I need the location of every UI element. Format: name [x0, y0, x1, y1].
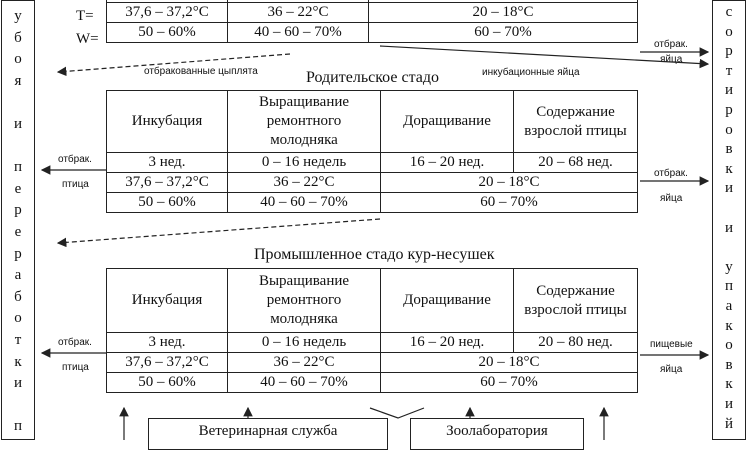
food-eggs-label-b: яйца: [660, 364, 683, 375]
vertical-char: о: [14, 51, 22, 68]
vertical-char: е: [14, 224, 22, 240]
parent-header-growing: Доращивание: [381, 91, 514, 153]
top-temp-incubation: 37,6 – 37,2°C: [107, 3, 228, 23]
vertical-char: и: [724, 219, 734, 236]
vertical-char: о: [725, 121, 733, 138]
vertical-char: т: [725, 62, 733, 79]
parent-duration-incubation: 3 нед.: [107, 153, 228, 173]
parent-temp-rearing: 36 – 22°C: [228, 173, 381, 193]
top-t-label: T=: [76, 8, 94, 24]
culled-bird-label-1a: отбрак.: [58, 154, 92, 165]
vertical-char: а: [14, 267, 22, 284]
layer-duration-rearing: 0 – 16 недель: [228, 333, 381, 353]
layer-duration-growing: 16 – 20 нед.: [381, 333, 514, 353]
parent-header-incubation: Инкубация: [107, 91, 228, 153]
parent-temp-adult: 20 – 18°C: [381, 173, 638, 193]
vertical-char: п: [13, 159, 23, 176]
zoolab-box: Зоолаборатория: [410, 418, 584, 450]
vertical-char: б: [14, 29, 22, 46]
vertical-char: й: [724, 415, 734, 432]
vertical-char: р: [14, 245, 22, 262]
layer-duration-incubation: 3 нед.: [107, 333, 228, 353]
vertical-char: к: [14, 353, 22, 370]
layer-flock-title: Промышленное стадо кур-несушек: [254, 246, 495, 263]
vertical-char: е: [14, 180, 22, 197]
top-temp-adult: 20 – 18°C: [369, 3, 638, 23]
parent-duration-growing: 16 – 20 нед.: [381, 153, 514, 173]
parent-to-layer-arrow: [58, 219, 380, 243]
vertical-char: р: [725, 102, 733, 118]
parent-flock-title: Родительское стадо: [306, 69, 440, 86]
vertical-char: и: [13, 375, 23, 392]
parent-temp-incubation: 37,6 – 37,2°C: [107, 173, 228, 193]
vertical-char: и: [724, 82, 734, 99]
parent-duration-adult: 20 – 68 нед.: [514, 153, 638, 173]
parent-duration-rearing: 0 – 16 недель: [228, 153, 381, 173]
vertical-char: п: [724, 278, 734, 295]
top-temp-rearing: 36 – 22°C: [228, 3, 369, 23]
vertical-char: в: [725, 141, 733, 158]
vertical-char: к: [725, 376, 733, 393]
hatching-eggs-label: инкубационные яйца: [482, 67, 580, 78]
vertical-char: и: [724, 180, 734, 197]
vertical-char: р: [725, 43, 733, 60]
vertical-char: и: [724, 396, 734, 412]
culled-bird-label-2a: отбрак.: [58, 337, 92, 348]
layer-header-growing: Доращивание: [381, 269, 514, 333]
vertical-char: б: [14, 288, 22, 305]
culled-eggs-label-2a: отбрак.: [654, 168, 688, 179]
top-hum-adult: 60 – 70%: [369, 23, 638, 43]
culled-chicks-label: отбракованные цыплята: [144, 66, 258, 77]
layer-hum-adult: 60 – 70%: [381, 373, 638, 393]
layer-hum-rearing: 40 – 60 – 70%: [228, 373, 381, 393]
parent-header-rearing: Выращивание ремонтного молодняка: [228, 91, 381, 153]
vertical-char: о: [725, 337, 733, 354]
vertical-char: р: [14, 202, 22, 219]
culled-bird-label-2b: птица: [62, 362, 89, 373]
culled-eggs-label-2b: яйца: [660, 193, 683, 204]
vertical-char: у: [14, 8, 22, 24]
service-link: [370, 408, 424, 418]
parent-hum-rearing: 40 – 60 – 70%: [228, 193, 381, 213]
top-hum-rearing: 40 – 60 – 70%: [228, 23, 369, 43]
top-w-label: W=: [76, 31, 99, 47]
vertical-char: я: [14, 72, 22, 89]
vertical-char: о: [725, 23, 733, 40]
vertical-char: в: [725, 356, 733, 373]
culled-chicks-arrow: [58, 54, 290, 72]
food-eggs-label-a: пищевые: [650, 339, 693, 350]
parent-hum-incubation: 50 – 60%: [107, 193, 228, 213]
vertical-char: к: [725, 317, 733, 334]
vertical-char: и: [13, 116, 23, 132]
parent-header-adult: Содержание взрослой птицы: [514, 91, 638, 153]
vertical-char: т: [14, 332, 22, 348]
culled-eggs-label-1b: яйца: [660, 54, 683, 65]
vertical-char: у: [725, 258, 733, 275]
vertical-char: п: [13, 418, 23, 435]
hatching-eggs-arrow: [380, 46, 708, 64]
vertical-char: с: [725, 4, 733, 20]
vertical-char: а: [725, 298, 733, 314]
vet-service-box: Ветеринарная служба: [148, 418, 388, 450]
layer-temp-adult: 20 – 18°C: [381, 353, 638, 373]
vertical-char: к: [725, 160, 733, 177]
top-hum-incubation: 50 – 60%: [107, 23, 228, 43]
layer-temp-incubation: 37,6 – 37,2°C: [107, 353, 228, 373]
vertical-char: о: [14, 310, 22, 327]
layer-header-rearing: Выращивание ремонтного молодняка: [228, 269, 381, 333]
layer-duration-adult: 20 – 80 нед.: [514, 333, 638, 353]
culled-eggs-label-1a: отбрак.: [654, 39, 688, 50]
layer-header-incubation: Инкубация: [107, 269, 228, 333]
culled-bird-label-1b: птица: [62, 179, 89, 190]
layer-header-adult: Содержание взрослой птицы: [514, 269, 638, 333]
layer-hum-incubation: 50 – 60%: [107, 373, 228, 393]
parent-hum-adult: 60 – 70%: [381, 193, 638, 213]
layer-temp-rearing: 36 – 22°C: [228, 353, 381, 373]
